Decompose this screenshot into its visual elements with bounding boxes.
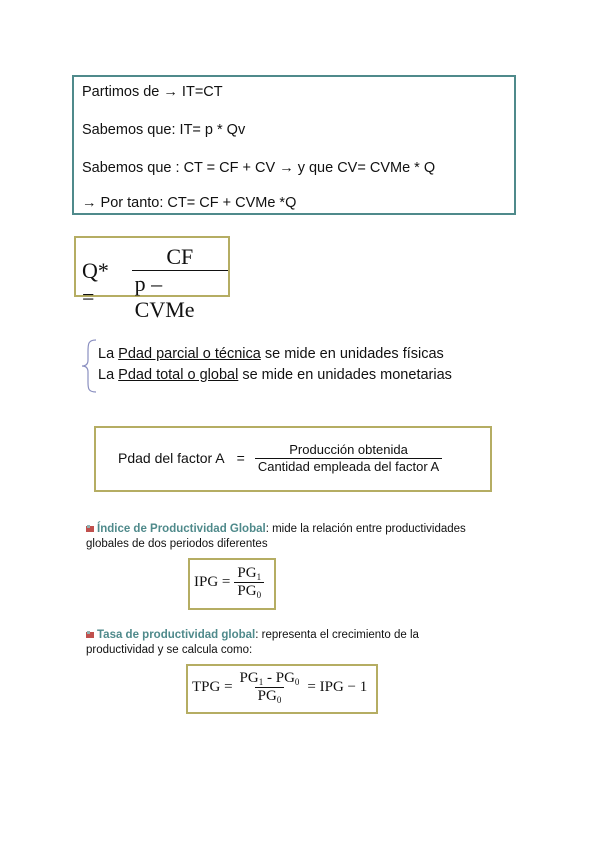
- premise-line-3: Sabemos que : CT = CF + CV → y que CV= CVMe * Q: [82, 160, 436, 176]
- premise-line-4: → Por tanto: CT= CF + CVMe *Q: [82, 195, 297, 211]
- arrow-right-icon: →: [163, 84, 178, 100]
- q-star-numerator: CF: [166, 244, 194, 269]
- tpg-formula: [186, 664, 378, 714]
- ipg-denominator: $PG_0$: [234, 582, 264, 600]
- ipg-heading: [86, 522, 466, 536]
- q-star-formula: [74, 236, 230, 322]
- ipg-formula: [188, 558, 276, 610]
- pdad-factor-numerator: Producción obtenida: [289, 442, 408, 457]
- pdad-factor-denominator: Cantidad empleada del factor A: [255, 458, 442, 474]
- ipg-numerator: $PG_1$: [237, 565, 262, 582]
- ipg-desc-2: globales de dos periodos diferentes: [86, 538, 268, 550]
- pdad-parcial-line: La Pdad parcial o técnica se mide en unidades físicas: [98, 346, 444, 362]
- pdad-factor-lhs: Pdad del factor A: [118, 450, 225, 466]
- premise-line-2: Sabemos que: IT= p * Qv: [82, 122, 246, 138]
- ipg-desc-1: : mide la relación entre productividades: [265, 523, 466, 535]
- arrow-right-icon: →: [82, 195, 97, 211]
- q-star-lhs: Q* =: [82, 257, 109, 309]
- tpg-desc-1: : representa el crecimiento de la: [255, 629, 419, 641]
- arrow-right-icon: →: [279, 160, 294, 176]
- premise-line-1: Partimos de → IT=CT: [82, 84, 223, 100]
- tpg-title: Tasa de productividad global: [97, 629, 256, 641]
- pdad-factor-eq: =: [236, 450, 245, 466]
- brace-icon: [80, 338, 100, 394]
- tpg-desc-2: productividad y se calcula como:: [86, 644, 253, 656]
- pdad-factor-box: [94, 426, 492, 492]
- tpg-rhs: = IPG − 1: [307, 679, 368, 695]
- premises-box: [72, 75, 516, 215]
- pdad-total-line: La Pdad total o global se mide en unidades monetarias: [98, 367, 452, 383]
- q-star-denominator: p – CVMe: [132, 270, 228, 323]
- pdad-parcial-term: Pdad parcial o técnica: [118, 346, 261, 362]
- pdad-total-term: Pdad total o global: [118, 367, 239, 383]
- bullet-icon: [86, 631, 95, 639]
- tpg-numerator: $PG_1 - PG_0$: [239, 670, 300, 687]
- tpg-heading: [86, 628, 419, 642]
- ipg-title: Índice de Productividad Global: [97, 523, 266, 535]
- ipg-lhs: IPG =: [194, 574, 231, 590]
- tpg-denominator: $PG_0$: [255, 687, 285, 705]
- tpg-lhs: TPG =: [192, 679, 233, 695]
- bullet-icon: [86, 525, 95, 533]
